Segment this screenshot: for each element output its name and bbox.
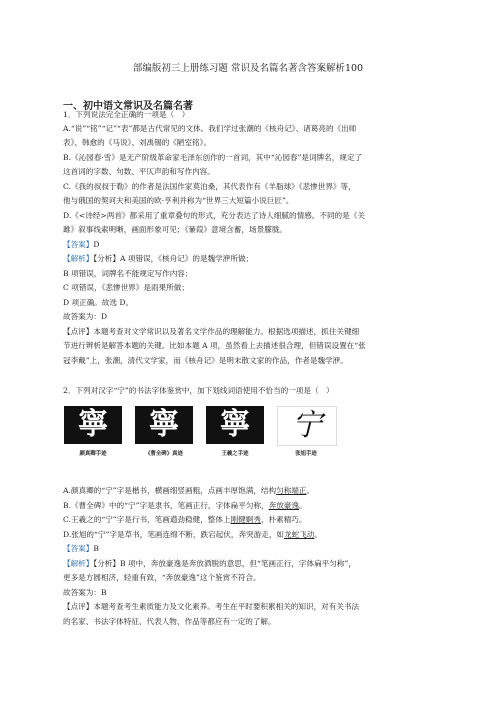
calligraphy-caption-2: 《曹全碑》真迹 [145,451,183,457]
answer-tag: 【答案】 [63,240,94,249]
analysis-line1: 【分析】B 项中，奔放豪逸是奔放洒脱的意思，但“笔画正行，字体扁平匀称”， [93,559,356,568]
q1-analysis-line4: D 项正确。故选 D。 [63,298,134,307]
answer-tag: 【答案】 [63,544,94,553]
q1-option-d-line2: 雎》叙事线索明晰，画面形象可见；《蒹葭》意境含蓄，场景朦胧。 [63,225,288,234]
q1-option-d-line1: D.《<诗经>两首》都采用了重章叠句的形式，充分表达了诗人细腻的情感。不同的是《关 [63,211,365,220]
underlined-term: 龙蛇飞动 [284,530,315,539]
q1-option-b-line2: 这首词的字数、句数、平仄声韵和写作内容。 [63,167,215,176]
analysis-line1: 【分析】A 项错误，《核舟记》的是魏学洢所做； [93,254,254,263]
q2-option-c: C.王羲之的“宁”字是行书，笔画遒劲稳健，整体上刚健婀秀，朴素精巧。 [63,515,307,524]
underlined-term: 刚健婀秀 [230,515,261,524]
calligraphy-caption-4: 张旭手迹 [295,451,317,457]
q1-analysis-line2: B 项错误，词牌名不能规定写作内容； [63,269,193,278]
analysis-tag: 【解析】 [63,254,94,263]
calligraphy-caption-3: 王羲之手迹 [221,451,249,457]
calligraphy-caption-1: 颜真卿手迹 [79,451,107,457]
q2-analysis [63,557,435,571]
q1-option-a-line2: 表》、韩愈的《马说》、刘禹锡的《陋室铭》。 [63,138,212,147]
q1-comment-line1: 【点评】本题考查对文学常识以及著名文学作品的理解能力。根据选项描述，抓住关键细 [63,327,360,336]
underlined-term: 匀称端正 [276,486,307,495]
q2-stem: 2．下列对汉字“宁”的书法字体鉴赏中，加下划线词语使用不恰当的一项是（ ） [63,386,334,395]
q1-stem: 1．下列说法完全正确的一项是（ ） [63,110,190,119]
section-heading: 一、初中语文常识及名篇名著 [63,101,193,112]
q2-comment-line2: 的名家、书法字体特征、代表人物、作品等都应有一定的了解。 [63,617,276,626]
q2-option-d: D.张旭的“宁”字是草书，笔画连绵不断，跌宕起伏，奔突游走，如龙蛇飞动。 [63,530,322,539]
q1-comment-line3: 冠李戴”上，张潮，清代文学家，而《核舟记》是明末散文家的作品，作者是魏学洢。 [63,356,348,365]
q1-option-b-line1: B.《沁园春·雪》是无产阶级革命家毛泽东创作的一首词，其中“沁园春”是词牌名，规定了 [63,153,363,162]
calligraphy-sample-4: 宁 [277,406,337,446]
q2-final-answer: 故答案为：B [63,588,107,597]
q1-analysis-line3: C 项错误，《悲惨世界》是雨果所做； [63,283,189,292]
q2-analysis-line2: 更多是方圆相济，轻重有致，“奔放豪逸”这个鉴赏不符合。 [63,573,261,582]
analysis-tag: 【解析】 [63,559,94,568]
calligraphy-image [64,406,344,466]
answer-value: D [93,240,100,249]
q1-option-c-line2: 他与俄国的契诃夫和美国的欧·亨利并称为“世界三大短篇小说巨匠”。 [63,196,294,205]
q2-option-b: B.《曹全碑》中的“宁”字是隶书，笔画正行，字体扁平匀称，奔放豪逸。 [63,501,307,510]
q1-answer [63,238,435,252]
q1-final-answer: 故答案为：D [63,312,108,321]
q1-analysis [63,252,435,266]
document-title: 部编版初三上册练习题 常识及名篇名著含答案解析100 [132,63,364,74]
q1-comment-line2: 节进行辨析是解答本题的关键。比如本题 A 项，虽然看上去描述很合理，但错误设置在“张 [63,341,366,350]
underlined-term: 奔放豪逸 [268,501,299,510]
q2-comment-line1: 【点评】本题考查考生素质能力及文化素养。考生在平时要积累相关的知识，对有关书法 [63,602,360,611]
calligraphy-sample-1: 寧 [64,406,122,444]
q1-option-c-line1: C.《我的叔叔于勒》的作者是法国作家莫泊桑，其代表作有《羊脂球》《悲惨世界》等， [63,182,356,191]
calligraphy-sample-2: 寧 [135,406,193,444]
answer-value: B [93,544,99,553]
q2-option-a: A.颜真卿的“宁”字是楷书，横画细竖画粗，点画丰厚饱满，结构匀称端正。 [63,486,315,495]
calligraphy-sample-3: 寧 [206,406,264,444]
q1-option-a-line1: A.“说”“铭”“记”“表”都是古代常见的文体。我们学过张潮的《核舟记》、诸葛亮的《出师 [63,124,357,133]
q2-answer [63,542,435,556]
